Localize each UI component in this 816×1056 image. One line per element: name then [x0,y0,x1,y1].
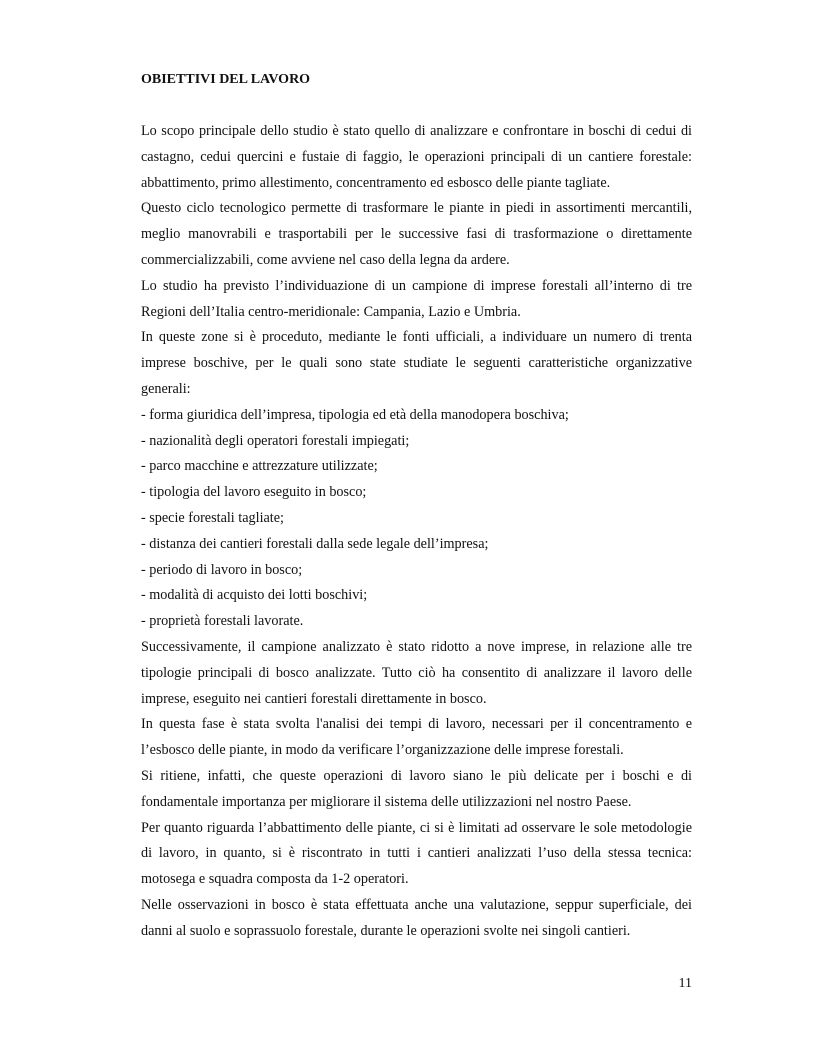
list-item: - proprietà forestali lavorate. [141,613,304,630]
list-item: - distanza dei cantieri forestali dalla sede legale dell’impresa; [141,535,489,552]
paragraph-felling: Per quanto riguarda l’abbattimento delle piante, ci si è limitati ad osservare le sole metodologie di lavoro, in quanto, si è riscontrato in tutti i cantieri analizzati l’uso della stessa tecnica: motosega e squadra composta da 1-2 operatori. [141,819,692,888]
section-heading: OBIETTIVI DEL LAVORO [141,72,311,87]
list-item: - forma giuridica dell’impresa, tipologia ed età della manodopera boschiva; [141,406,569,423]
list-item: - specie forestali tagliate; [141,509,284,526]
paragraph-cycle: Questo ciclo tecnologico permette di trasformare le piante in piedi in assortimenti mercantili, meglio manovrabili e trasportabili per le successive fasi di trasformazione o direttamente commercializzabili, come avviene nel caso della legna da ardere. [141,200,692,268]
list-item: - nazionalità degli operatori forestali impiegati; [141,432,410,449]
paragraph-damage: Nelle osservazioni in bosco è stata effettuata anche una valutazione, seppur superficiale, dei danni al suolo e soprassuolo forestale, durante le operazioni svolte nei singoli cantieri. [141,896,692,939]
page-number: 11 [678,976,692,991]
document-page [141,0,692,1056]
characteristics-list [141,403,692,635]
list-item: - tipologia del lavoro eseguito in bosco; [141,484,367,501]
paragraph-reduced-sample: Successivamente, il campione analizzato è stato ridotto a nove imprese, in relazione alle tre tipologie principali di bosco analizzate. Tutto ciò ha consentito di analizzare il lavoro delle imprese, eseguito nei cantieri forestali direttamente in bosco. [141,638,692,707]
paragraph-importance: Si ritiene, infatti, che queste operazioni di lavoro siano le più delicate per i boschi e di fondamentale importanza per migliorare il sistema delle utilizzazioni nel nostro Paese. [141,767,692,810]
list-item: - parco macchine e attrezzature utilizzate; [141,458,378,475]
list-item: - modalità di acquisto dei lotti boschivi; [141,587,368,604]
paragraph-time-analysis: In questa fase è stata svolta l'analisi dei tempi di lavoro, necessari per il concentramento e l’esbosco delle piante, in modo da verificare l’organizzazione delle imprese forestali. [141,716,692,759]
body-text [141,119,692,945]
paragraph-sample: Lo studio ha previsto l’individuazione di un campione di imprese forestali all’interno di tre Regioni dell’Italia centro-meridionale: Campania, Lazio e Umbria. [141,277,692,320]
list-item: - periodo di lavoro in bosco; [141,561,303,578]
paragraph-zones: In queste zone si è proceduto, mediante le fonti ufficiali, a individuare un numero di trenta imprese boschive, per le quali sono state studiate le seguenti caratteristiche organizzative generali: [141,329,692,397]
paragraph-intro: Lo scopo principale dello studio è stato quello di analizzare e confrontare in boschi di cedui di castagno, cedui quercini e fustaie di faggio, le operazioni principali di un cantiere forestale: abbattimento, primo allestimento, concentramento ed esbosco delle piante tagliate. [141,123,692,191]
